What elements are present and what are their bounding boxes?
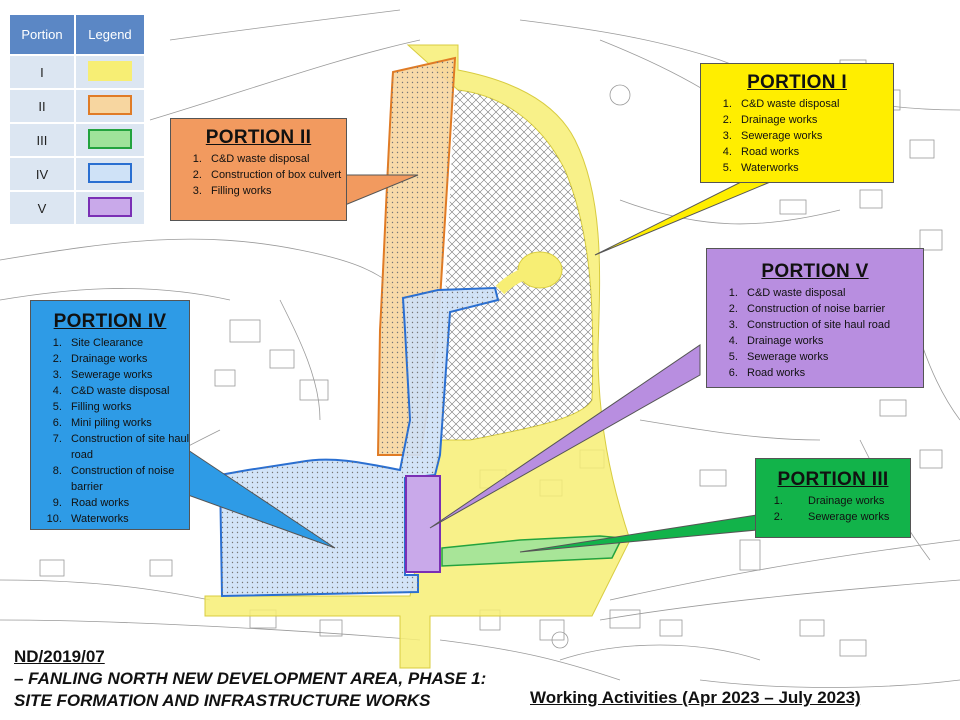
legend-label: II (9, 89, 75, 123)
portion-iii-callout (755, 458, 911, 538)
activity-item: 6. Mini piling works (65, 415, 189, 431)
legend-swatch-portion-iv (88, 163, 132, 183)
activity-item: 2. Construction of box culvert (205, 167, 346, 183)
portion-i-activities (701, 96, 893, 176)
activity-item: 3. Construction of site haul road (741, 317, 923, 333)
activity-item: 2. Sewerage works (786, 509, 910, 525)
activity-item: 8. Construction of noise barrier (65, 463, 189, 495)
legend-row (9, 55, 145, 89)
project-title-line-1: – FANLING NORTH NEW DEVELOPMENT AREA, PHASE 1: (14, 669, 487, 688)
contract-number: ND/2019/07 (14, 647, 105, 666)
portion-i-title: PORTION I (747, 72, 847, 93)
activity-item: 10. Waterworks (65, 511, 189, 527)
activity-item: 1. C&D waste disposal (205, 151, 346, 167)
activity-item: 2. Drainage works (65, 351, 189, 367)
portion-iv-activities (31, 335, 189, 527)
activity-item: 4. C&D waste disposal (65, 383, 189, 399)
portion-v-area (406, 476, 440, 572)
project-title-block (14, 646, 486, 712)
activity-item: 1. Drainage works (786, 493, 910, 509)
legend-row (9, 157, 145, 191)
legend-row (9, 89, 145, 123)
activity-item: 1. Site Clearance (65, 335, 189, 351)
portion-ii-callout (170, 118, 347, 221)
legend-row (9, 191, 145, 225)
working-period: Working Activities (Apr 2023 – July 2023) (530, 688, 861, 707)
portion-iii-title: PORTION III (777, 469, 889, 490)
activity-item: 1. C&D waste disposal (741, 285, 923, 301)
portion-v-activities (707, 285, 923, 381)
activity-item: 2. Construction of noise barrier (741, 301, 923, 317)
activity-item: 1. C&D waste disposal (735, 96, 893, 112)
activity-item: 7. Construction of site haul road (65, 431, 189, 463)
activity-item: 4. Drainage works (741, 333, 923, 349)
legend-row (9, 123, 145, 157)
portion-i-callout (700, 63, 894, 183)
legend-label: III (9, 123, 75, 157)
activity-item: 5. Waterworks (735, 160, 893, 176)
activity-item: 3. Sewerage works (735, 128, 893, 144)
legend-label: I (9, 55, 75, 89)
activity-item: 2. Drainage works (735, 112, 893, 128)
activity-item: 5. Filling works (65, 399, 189, 415)
portion-ii-activities (171, 151, 346, 199)
portion-v-title: PORTION V (761, 261, 869, 282)
legend-header-portion: Portion (9, 14, 75, 55)
portion-i-pointer (595, 180, 775, 255)
activity-item: 4. Road works (735, 144, 893, 160)
legend-label: V (9, 191, 75, 225)
legend-header-legend: Legend (75, 14, 145, 55)
activity-item: 3. Filling works (205, 183, 346, 199)
portion-iv-title: PORTION IV (53, 311, 167, 332)
activity-item: 3. Sewerage works (65, 367, 189, 383)
activity-item: 6. Road works (741, 365, 923, 381)
legend-label: IV (9, 157, 75, 191)
activity-item: 9. Road works (65, 495, 189, 511)
portion-iv-callout (30, 300, 190, 530)
portion-ii-title: PORTION II (205, 127, 312, 148)
legend-swatch-portion-i (88, 61, 132, 81)
legend-swatch-portion-v (88, 197, 132, 217)
legend-swatch-portion-ii (88, 95, 132, 115)
project-title-line-2: SITE FORMATION AND INFRASTRUCTURE WORKS (14, 691, 431, 710)
portion-iii-activities (756, 493, 910, 525)
legend-swatch-portion-iii (88, 129, 132, 149)
activity-item: 5. Sewerage works (741, 349, 923, 365)
portion-v-callout (706, 248, 924, 388)
legend-table (8, 13, 146, 226)
